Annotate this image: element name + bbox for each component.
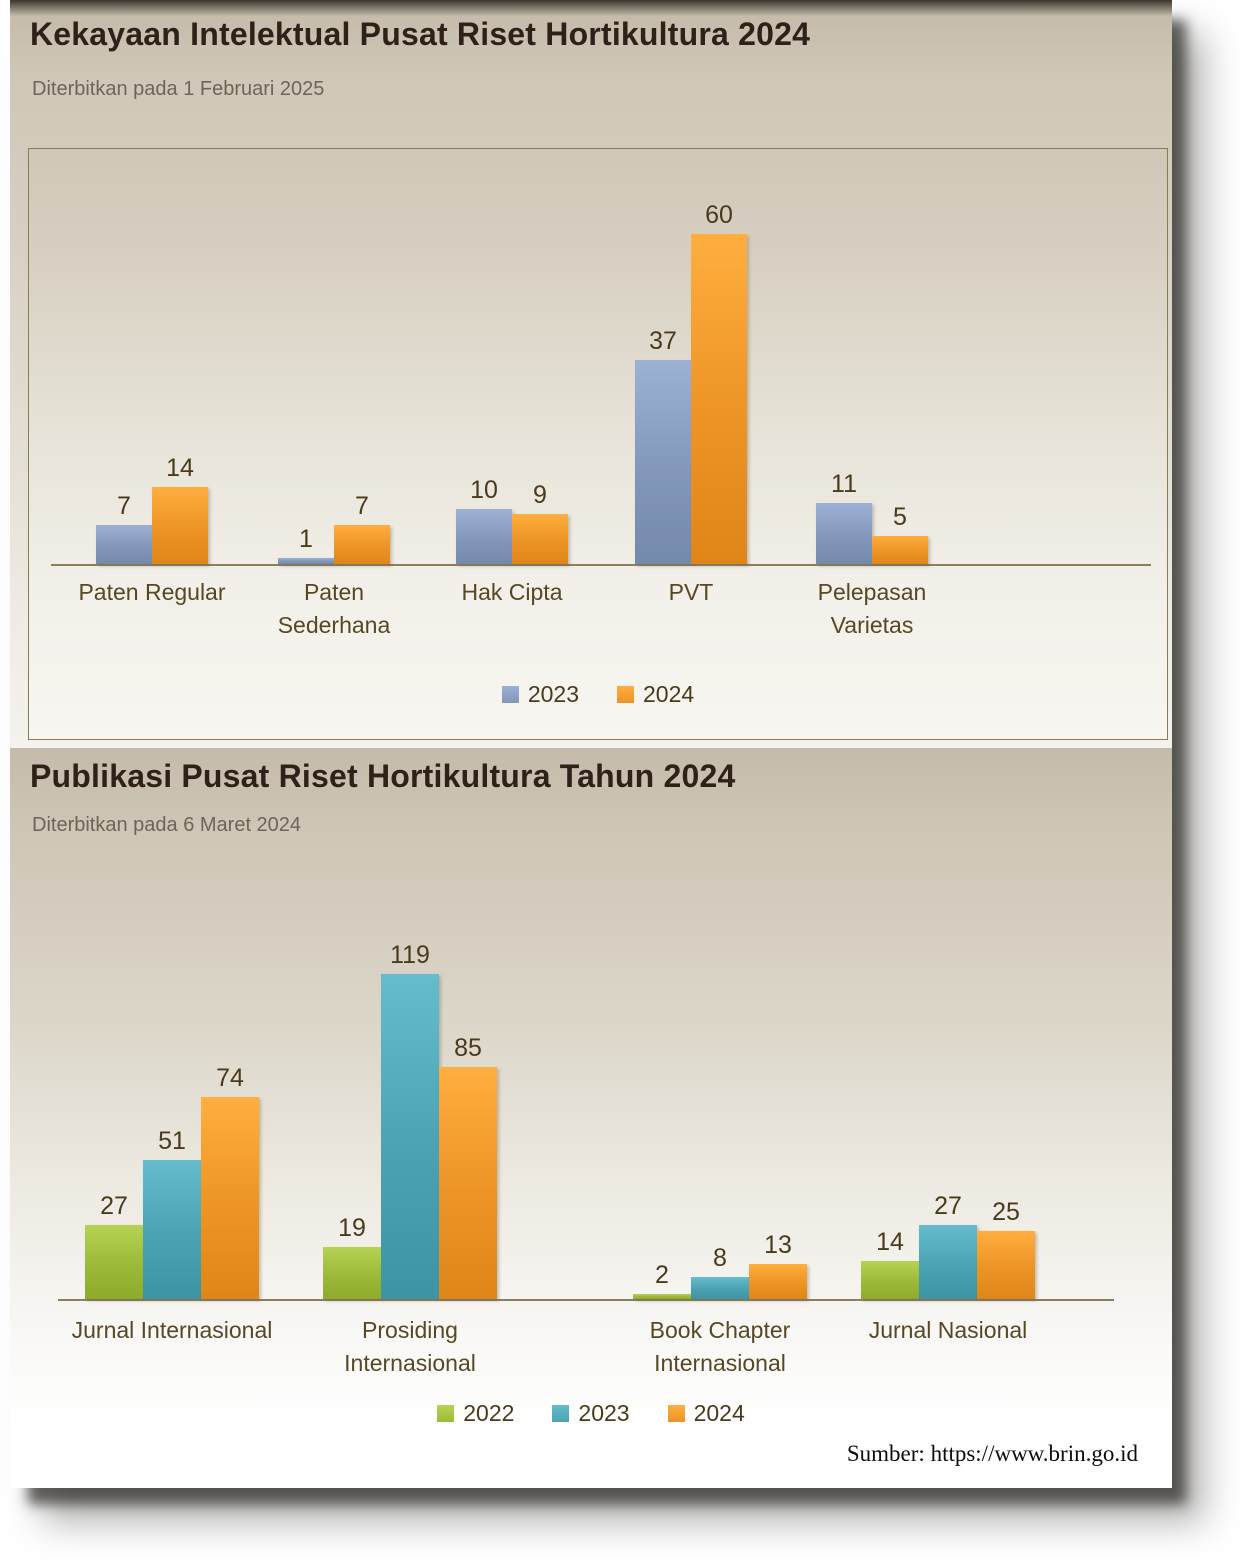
- chart2-subtitle: Diterbitkan pada 6 Maret 2024: [32, 814, 302, 836]
- bar-column: [816, 471, 872, 565]
- bar-value-label: 27: [100, 1191, 128, 1220]
- legend-label: 2024: [693, 1400, 745, 1426]
- bar-value-label: 37: [649, 326, 677, 355]
- bar-value-label: 2: [655, 1260, 669, 1289]
- legend-swatch-icon: [668, 1405, 685, 1422]
- bar-value-label: 8: [713, 1243, 727, 1272]
- legend-item: [502, 681, 579, 708]
- legend-item: [617, 681, 694, 708]
- bar-value-label: 60: [705, 200, 733, 229]
- bar-column: [152, 455, 208, 565]
- bar-group: [278, 493, 390, 565]
- bar-2022: [861, 1261, 919, 1299]
- chart1-subtitle: Diterbitkan pada 1 Februari 2025: [32, 78, 325, 100]
- source-note: Sumber: https://www.brin.go.id: [846, 1441, 1138, 1466]
- bar-2024: [872, 536, 928, 564]
- bar-2024: [152, 487, 208, 564]
- bar-2022: [633, 1294, 691, 1299]
- bar-2023: [919, 1225, 977, 1299]
- bar-value-label: 19: [338, 1213, 366, 1242]
- bar-2024: [512, 514, 568, 564]
- bar-column: [691, 1245, 749, 1300]
- category-label: Jurnal Nasional: [868, 1317, 1028, 1343]
- bar-group: [96, 455, 208, 565]
- bar-2022: [323, 1247, 381, 1299]
- chart2-legend: [10, 1400, 1172, 1427]
- category-label: Prosiding Internasional: [344, 1317, 476, 1377]
- bar-value-label: 5: [893, 502, 907, 531]
- chart2-title: Publikasi Pusat Riset Hortikultura Tahun 2024: [30, 758, 736, 794]
- bar-2024: [749, 1264, 807, 1299]
- bar-value-label: 7: [355, 491, 369, 520]
- bar-group: [861, 1193, 1035, 1300]
- bar-group: [323, 942, 497, 1300]
- category-label: Book Chapter Internasional: [649, 1317, 791, 1377]
- bar-column: [381, 942, 439, 1300]
- bar-2023: [96, 525, 152, 564]
- bar-column: [96, 493, 152, 565]
- bar-column: [439, 1035, 497, 1300]
- bar-2024: [691, 234, 747, 564]
- bar-value-label: 11: [831, 469, 857, 498]
- bar-value-label: 1: [299, 524, 313, 553]
- bar-value-label: 119: [390, 940, 430, 969]
- bar-column: [919, 1193, 977, 1300]
- bar-2023: [278, 558, 334, 564]
- bar-group: [635, 202, 747, 565]
- legend-label: 2023: [527, 681, 579, 707]
- legend-swatch-icon: [437, 1405, 454, 1422]
- bar-group: [816, 471, 928, 565]
- bar-2024: [439, 1067, 497, 1299]
- bar-value-label: 14: [166, 453, 194, 482]
- infographic-sheet: [10, 0, 1172, 1488]
- bar-2023: [381, 974, 439, 1299]
- legend-label: 2023: [578, 1400, 630, 1426]
- bar-column: [633, 1262, 691, 1300]
- bar-2023: [635, 360, 691, 564]
- bar-group: [456, 477, 568, 565]
- legend-item: [668, 1400, 745, 1427]
- bar-column: [691, 202, 747, 565]
- chart1-x-axis: [51, 564, 1151, 566]
- category-label: Pelepasan Varietas: [817, 579, 927, 639]
- bar-column: [872, 504, 928, 565]
- bar-column: [323, 1215, 381, 1300]
- bar-value-label: 51: [158, 1126, 186, 1155]
- legend-swatch-icon: [502, 686, 519, 703]
- bar-value-label: 27: [934, 1191, 962, 1220]
- category-label: Jurnal Internasional: [71, 1317, 273, 1343]
- bar-column: [456, 477, 512, 565]
- bar-column: [512, 482, 568, 565]
- bar-column: [977, 1199, 1035, 1300]
- bar-2024: [334, 525, 390, 564]
- bar-2023: [456, 509, 512, 564]
- legend-label: 2022: [463, 1400, 515, 1426]
- chart1-title: Kekayaan Intelektual Pusat Riset Hortikultura 2024: [30, 16, 811, 52]
- category-label: PVT: [668, 579, 714, 605]
- bar-column: [861, 1229, 919, 1300]
- bar-2023: [143, 1160, 201, 1299]
- bar-value-label: 9: [533, 480, 547, 509]
- bar-value-label: 7: [117, 491, 131, 520]
- bar-column: [201, 1065, 259, 1300]
- bar-2024: [977, 1231, 1035, 1299]
- category-label: Hak Cipta: [461, 579, 563, 605]
- bar-2023: [691, 1277, 749, 1299]
- bar-column: [278, 526, 334, 565]
- bar-value-label: 10: [470, 475, 498, 504]
- bar-2024: [201, 1097, 259, 1299]
- chart2-plot-area: [10, 852, 1172, 1392]
- legend-label: 2024: [643, 681, 695, 707]
- legend-swatch-icon: [617, 686, 634, 703]
- bar-column: [143, 1128, 201, 1300]
- bar-2023: [816, 503, 872, 564]
- bar-value-label: 13: [764, 1230, 792, 1259]
- bar-group: [85, 1065, 259, 1300]
- bar-value-label: 85: [454, 1033, 482, 1062]
- bar-column: [85, 1193, 143, 1300]
- bar-value-label: 74: [216, 1063, 244, 1092]
- category-label: Paten Regular: [78, 579, 226, 605]
- bar-column: [334, 493, 390, 565]
- category-label: Paten Sederhana: [277, 579, 391, 639]
- legend-item: [437, 1400, 514, 1427]
- bar-2022: [85, 1225, 143, 1299]
- bar-column: [749, 1232, 807, 1300]
- chart1-plot-area: [28, 148, 1168, 740]
- bar-column: [635, 328, 691, 565]
- legend-item: [552, 1400, 629, 1427]
- bar-value-label: 25: [992, 1197, 1020, 1226]
- bar-group: [633, 1232, 807, 1300]
- bar-value-label: 14: [876, 1227, 904, 1256]
- chart2-x-axis: [58, 1299, 1114, 1301]
- legend-swatch-icon: [552, 1405, 569, 1422]
- chart1-legend: [29, 681, 1167, 708]
